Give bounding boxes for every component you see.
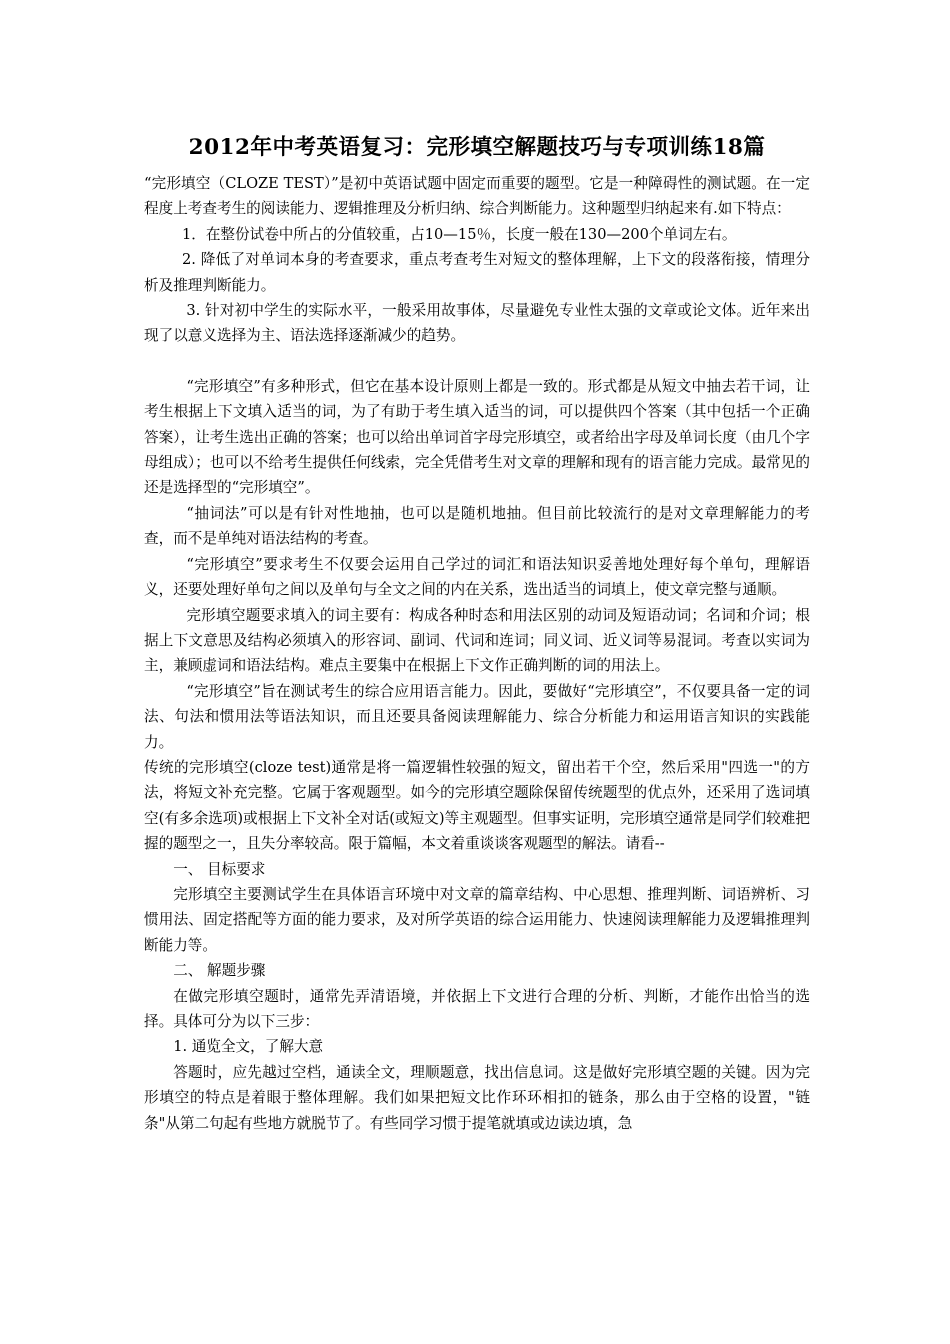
step-heading-1: 1. 通览全文，了解大意 (173, 1038, 324, 1056)
paragraph-feature-2: 2. 降低了对单词本身的考查要求，重点考查考生对短文的整体理解，上下文的段落衔接，情理分析及推理判断能力。 (144, 251, 810, 294)
paragraph-forms: “完形填空”有多种形式，但它在基本设计原则上都是一致的。形式都是从短文中抽去若干词，让考生根据上下文填入适当的词，为了有助于考生填入适当的词，可以提供四个答案（其中包括一个正确答案），让考生选出正确的答案；也可以给出单词首字母完形填空，或者给出字母及单词长度（由几个字母组成）；也可以不给考生提供任何线索，完全凭借考生对文章的理解和现有的语言能力完成。最常见的还是选择型的“完形填空”。 (144, 377, 810, 497)
paragraph-feature-3: 3. 针对初中学生的实际水平，一般采用故事体，尽量避免专业性太强的文章或论文体。近年来出现了以意义选择为主、语法选择逐渐减少的趋势。 (144, 302, 810, 345)
document-title: 2012年中考英语复习：完形填空解题技巧与专项训练18篇 (188, 135, 766, 160)
paragraph-extraction: “抽词法”可以是有针对性地抽，也可以是随机地抽。但目前比较流行的是对文章理解能力的考查，而不是单纯对语法结构的考查。 (144, 504, 810, 548)
paragraph-goals: 完形填空主要测试学生在具体语言环境中对文章的篇章结构、中心思想、推理判断、词语辨析、习惯用法、固定搭配等方面的能力要求，及对所学英语的综合运用能力、快速阅读理解能力及逻辑推理判断能力等。 (144, 885, 810, 954)
blank-line (144, 349, 810, 374)
section-heading-steps: 二、 解题步骤 (173, 962, 266, 980)
paragraph-steps: 在做完形填空题时，通常先弄清语境，并依据上下文进行合理的分析、判断，才能作出恰当的选择。具体可分为以下三步： (144, 987, 810, 1030)
document-body (144, 133, 810, 1136)
section-heading-goals: 一、 目标要求 (173, 860, 266, 878)
paragraph-purpose: “完形填空”旨在测试考生的综合应用语言能力。因此，要做好“完形填空”，不仅要具备一定的词法、句法和惯用法等语法知识，而且还要具备阅读理解能力、综合分析能力和运用语言知识的实践能力。 (144, 682, 810, 751)
paragraph-requirements: “完形填空”要求考生不仅要会运用自己学过的词汇和语法知识妥善地处理好每个单句，理解语义，还要处理好单句之间以及单句与全文之间的内在关系，选出适当的词填上，使文章完整与通顺。 (144, 555, 810, 599)
paragraph-word-types: 完形填空题要求填入的词主要有：构成各种时态和用法区别的动词及短语动词；名词和介词；根据上下文意思及结构必须填入的形容词、副词、代词和连词；同义词、近义词等易混词。考查以实词为主，兼顾虚词和语法结构。难点主要集中在根据上下文作正确判断的词的用法上。 (144, 606, 810, 675)
paragraph-intro: “完形填空（CLOZE TEST）”是初中英语试题中固定而重要的题型。它是一种障碍性的测试题。在一定程度上考查考生的阅读能力、逻辑推理及分析归纳、综合判断能力。这种题型归纳起来有.如下特点： (144, 175, 810, 218)
paragraph-traditional: 传统的完形填空(cloze test)通常是将一篇逻辑性较强的短文，留出若干个空，然后采用"四选一"的方法，将短文补充完整。它属于客观题型。如今的完形填空题除保留传统题型的优点外，还采用了选词填空(有多余选项)或根据上下文补全对话(或短文)等主观题型。但事实证明，完形填空通常是同学们较难把握的题型之一，且失分率较高。限于篇幅，本文着重谈谈客观题型的解法。请看-- (144, 758, 810, 853)
paragraph-feature-1: 1．在整份试卷中所占的分值较重，占10—15％，长度一般在130—200个单词左右。 (181, 225, 737, 243)
paragraph-step-1: 答题时，应先越过空档，通读全文，理顺题意，找出信息词。这是做好完形填空题的关键。因为完形填空的特点是着眼于整体理解。我们如果把短文比作环环相扣的链条，那么由于空格的设置，"链条"从第二句起有些地方就脱节了。有些同学习惯于提笔就填或边读边填，急 (144, 1063, 810, 1132)
